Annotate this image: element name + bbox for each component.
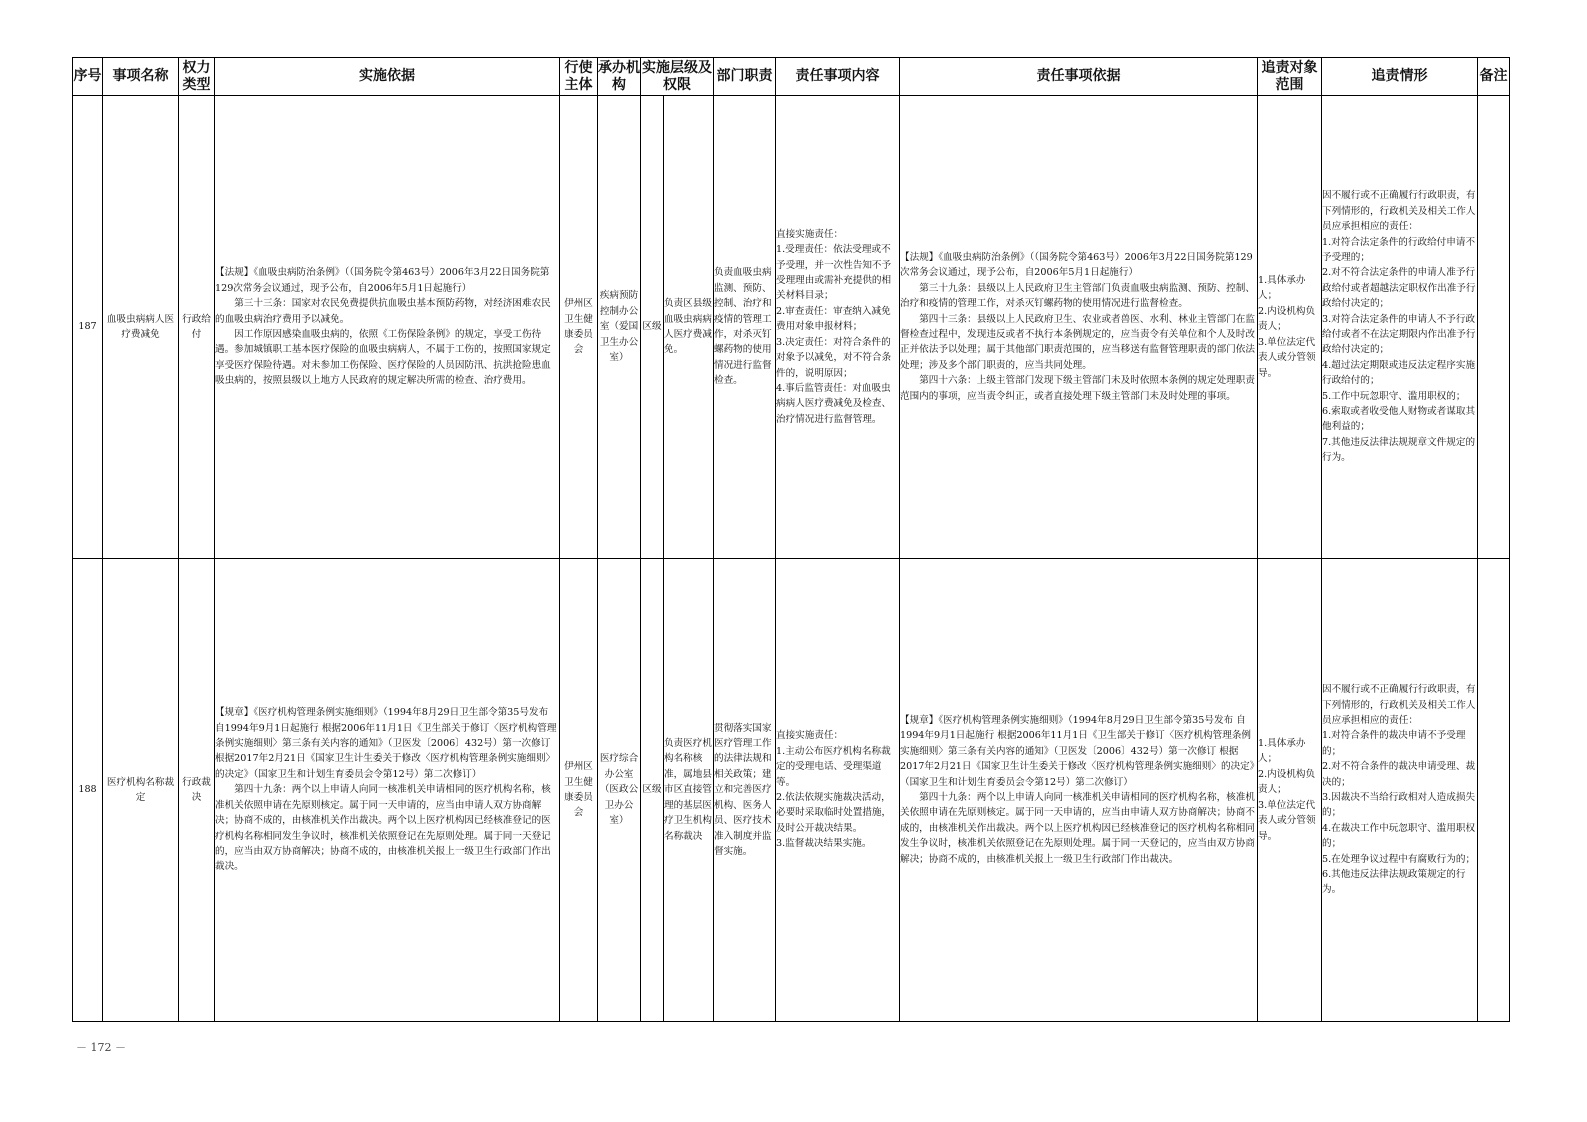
row-accountability-cases: 因不履行或不正确履行行政职责，有下列情形的，行政机关及相关工作人员应承担相应的责任： 1.对符合条件的裁决申请不予受理的； 2.对不符合条件的裁决申请受理、裁决的； 3.因裁决不当给行政相对人造成损失的； 4.在裁决工作中玩忽职守、滥用职权的； 5.在处理争议过程中有腐败行为的； 6.其他违反法律法规政策规定的行为。: [1322, 559, 1478, 1022]
row-power-type: 行政给付: [179, 96, 215, 559]
header-item-name: 事项名称: [103, 58, 179, 96]
table-row: [73, 559, 1510, 1022]
row-resp-basis: [900, 559, 1258, 1022]
header-seq: 序号: [73, 58, 103, 96]
header-exercising-body: 行使主体: [560, 58, 598, 96]
powers-responsibility-table: [72, 57, 1510, 1022]
header-remarks: 备注: [1478, 58, 1510, 96]
row-basis: [215, 559, 560, 1022]
page-number: － 172 －: [76, 1041, 126, 1054]
row-accountability-cases: 因不履行或不正确履行行政职责，有下列情形的，行政机关及相关工作人员应承担相应的责任： 1.对符合法定条件的行政给付申请不予受理的； 2.对不符合法定条件的申请人准予行政给付或者超越法定职权作出准予行政给付决定的； 3.对符合法定条件的申请人不予行政给付或者不在法定期限内作出准予行政给付决定的； 4.超过法定期限或违反法定程序实施行政给付的； 5.工作中玩忽职守、滥用职权的； 6.索取或者收受他人财物或者谋取其他利益的； 7.其他违反法律法规规章文件规定的行为。: [1322, 96, 1478, 559]
row-item-name: 血吸虫病病人医疗费减免: [103, 96, 179, 559]
row-accountability-scope: 1.具体承办人； 2.内设机构负责人； 3.单位法定代表人或分管领导。: [1258, 559, 1322, 1022]
header-accountability-cases: 追责情形: [1322, 58, 1478, 96]
resp-basis-paragraph: 【法规】《血吸虫病防治条例》（（国务院令第463号）2006年3月22日国务院第129次常务会议通过，现予公布，自2006年5月1日起施行）: [900, 251, 1253, 279]
row-handling-agency: 疾病预防控制办公室（爱国卫生办公室）: [598, 96, 641, 559]
row-remarks: [1478, 559, 1510, 1022]
row-seq: 187: [73, 96, 103, 559]
row-resp-content: 直接实施责任： 1.受理责任：依法受理或不予受理，并一次性告知不予受理理由或需补充提供的相关材料目录； 2.审查责任：审查纳入减免费用对象申报材料； 3.决定责任：对符合条件的对象予以减免，对不符合条件的，说明原因； 4.事后监管责任：对血吸虫病病人医疗费减免及检查、治疗情况进行监督管理。: [776, 96, 900, 559]
row-dept-duty: 负责血吸虫病监测、预防、控制、治疗和疫情的管理工作，对杀灭钉螺药物的使用情况进行监督检查。: [714, 96, 776, 559]
row-level: 区级: [641, 96, 664, 559]
header-basis: 实施依据: [215, 58, 560, 96]
basis-paragraph: 因工作原因感染血吸虫病的，依照《工伤保险条例》的规定，享受工伤待遇。参加城镇职工基本医疗保险的血吸虫病病人，不属于工伤的，按照国家规定享受医疗保险待遇。对未参加工伤保险、医疗保险的人员因防汛、抗洪抢险患血吸虫病的，按照县级以上地方人民政府的规定解决所需的检查、治疗费用。: [215, 329, 551, 387]
header-dept-duty: 部门职责: [714, 58, 776, 96]
row-power-type: 行政裁决: [179, 559, 215, 1022]
row-remarks: [1478, 96, 1510, 559]
row-resp-basis: [900, 96, 1258, 559]
resp-basis-paragraph: 【规章】《医疗机构管理条例实施细则》（1994年8月29日卫生部令第35号发布 自1994年9月1日起施行 根据2006年11月1日《卫生部关于修订〈医疗机构管理条例实施细则〉第三条有关内容的通知》（卫医发〔2006〕432号）第一次修订 根据2017年2月21日《国家卫生计生委关于修改〈医疗机构管理条例实施细则〉的决定》（国家卫生和计划生育委员会令第12号）第二次修订）: [900, 714, 1255, 788]
basis-paragraph: 【规章】《医疗机构管理条例实施细则》（1994年8月29日卫生部令第35号发布 自1994年9月1日起施行 根据2006年11月1日《卫生部关于修订〈医疗机构管理条例实施细则〉第三条有关内容的通知》（卫医发〔2006〕432号）第一次修订 根据2017年2月21日《国家卫生计生委关于修改〈医疗机构管理条例实施细则〉的决定》（国家卫生和计划生育委员会令第12号）第二次修订）: [215, 707, 557, 780]
header-accountability-scope: 追责对象范围: [1258, 58, 1322, 96]
row-dept-duty: 贯彻落实国家医疗管理工作的法律法规和相关政策；建立和完善医疗机构、医务人员、医疗技术准入制度并监督实施。: [714, 559, 776, 1022]
resp-basis-paragraph: 第四十六条：上级主管部门发现下级主管部门未及时依照本条例的规定处理职责范围内的事项，应当责令纠正，或者直接处理下级主管部门未及时处理的事项。: [900, 375, 1255, 402]
resp-basis-paragraph: 第四十九条：两个以上申请人向同一核准机关申请相同的医疗机构名称，核准机关依照申请在先原则核定。属于同一天申请的，应当由申请人双方协商解决；协商不成的，由核准机关作出裁决。两个以上医疗机构因已经核准登记的医疗机构名称相同发生争议时，核准机关依照登记在先原则处理。属于同一天登记的，应当由双方协商解决；协商不成的，由核准机关报上一级卫生行政部门作出裁决。: [900, 792, 1255, 865]
basis-paragraph: 第三十三条：国家对农民免费提供抗血吸虫基本预防药物，对经济困难农民的血吸虫病治疗费用予以减免。: [215, 298, 551, 325]
header-resp-basis: 责任事项依据: [900, 58, 1258, 96]
basis-paragraph: 【法规】《血吸虫病防治条例》（（国务院令第463号）2006年3月22日国务院第129次常务会议通过，现予公布，自2006年5月1日起施行）: [215, 267, 550, 294]
header-resp-content: 责任事项内容: [776, 58, 900, 96]
row-item-name: 医疗机构名称裁定: [103, 559, 179, 1022]
header-level: 实施层级及权限: [641, 58, 714, 96]
row-basis: [215, 96, 560, 559]
row-handling-agency: 医疗综合办公室（医政公卫办公室）: [598, 559, 641, 1022]
row-resp-content: 直接实施责任： 1.主动公布医疗机构名称裁定的受理电话、受理渠道等。 2.依法依规实施裁决活动，必要时采取临时处置措施，及时公开裁决结果。 3.监督裁决结果实施。: [776, 559, 900, 1022]
row-exercising-body: 伊州区卫生健康委员会: [560, 559, 598, 1022]
header-power-type: 权力类型: [179, 58, 215, 96]
table-row: [73, 96, 1510, 559]
header-row: [73, 58, 1510, 96]
resp-basis-paragraph: 第四十三条：县级以上人民政府卫生、农业或者兽医、水利、林业主管部门在监督检查过程中，发现违反或者不执行本条例规定的，应当责令有关单位和个人及时改正并依法予以处理；属于其他部门职责范围的，应当移送有监督管理职责的部门依法处理；涉及多个部门职责的，应当共同处理。: [900, 313, 1255, 371]
row-authority: 负责医疗机构名称核准，属地县市区直接管理的基层医疗卫生机构名称裁决: [664, 559, 714, 1022]
row-authority: 负责区县级血吸虫病病人医疗费减免。: [664, 96, 714, 559]
resp-basis-paragraph: 第三十九条：县级以上人民政府卫生主管部门负责血吸虫病监测、预防、控制、治疗和疫情的管理工作，对杀灭钉螺药物的使用情况进行监督检查。: [900, 282, 1255, 310]
basis-paragraph: 第四十九条：两个以上申请人向同一核准机关申请相同的医疗机构名称，核准机关依照申请在先原则核定。属于同一天申请的，应当由申请人双方协商解决；协商不成的，由核准机关作出裁决。两个以上医疗机构因已经核准登记的医疗机构名称相同发生争议时，核准机关依照登记在先原则处理。属于同一天登记的，应当由双方协商解决；协商不成的，由核准机关报上一级卫生行政部门作出裁决。: [215, 784, 551, 873]
row-level: 区级: [641, 559, 664, 1022]
row-accountability-scope: 1.具体承办人； 2.内设机构负责人； 3.单位法定代表人或分管领导。: [1258, 96, 1322, 559]
row-seq: 188: [73, 559, 103, 1022]
header-handling-agency: 承办机构: [598, 58, 641, 96]
row-exercising-body: 伊州区卫生健康委员会: [560, 96, 598, 559]
